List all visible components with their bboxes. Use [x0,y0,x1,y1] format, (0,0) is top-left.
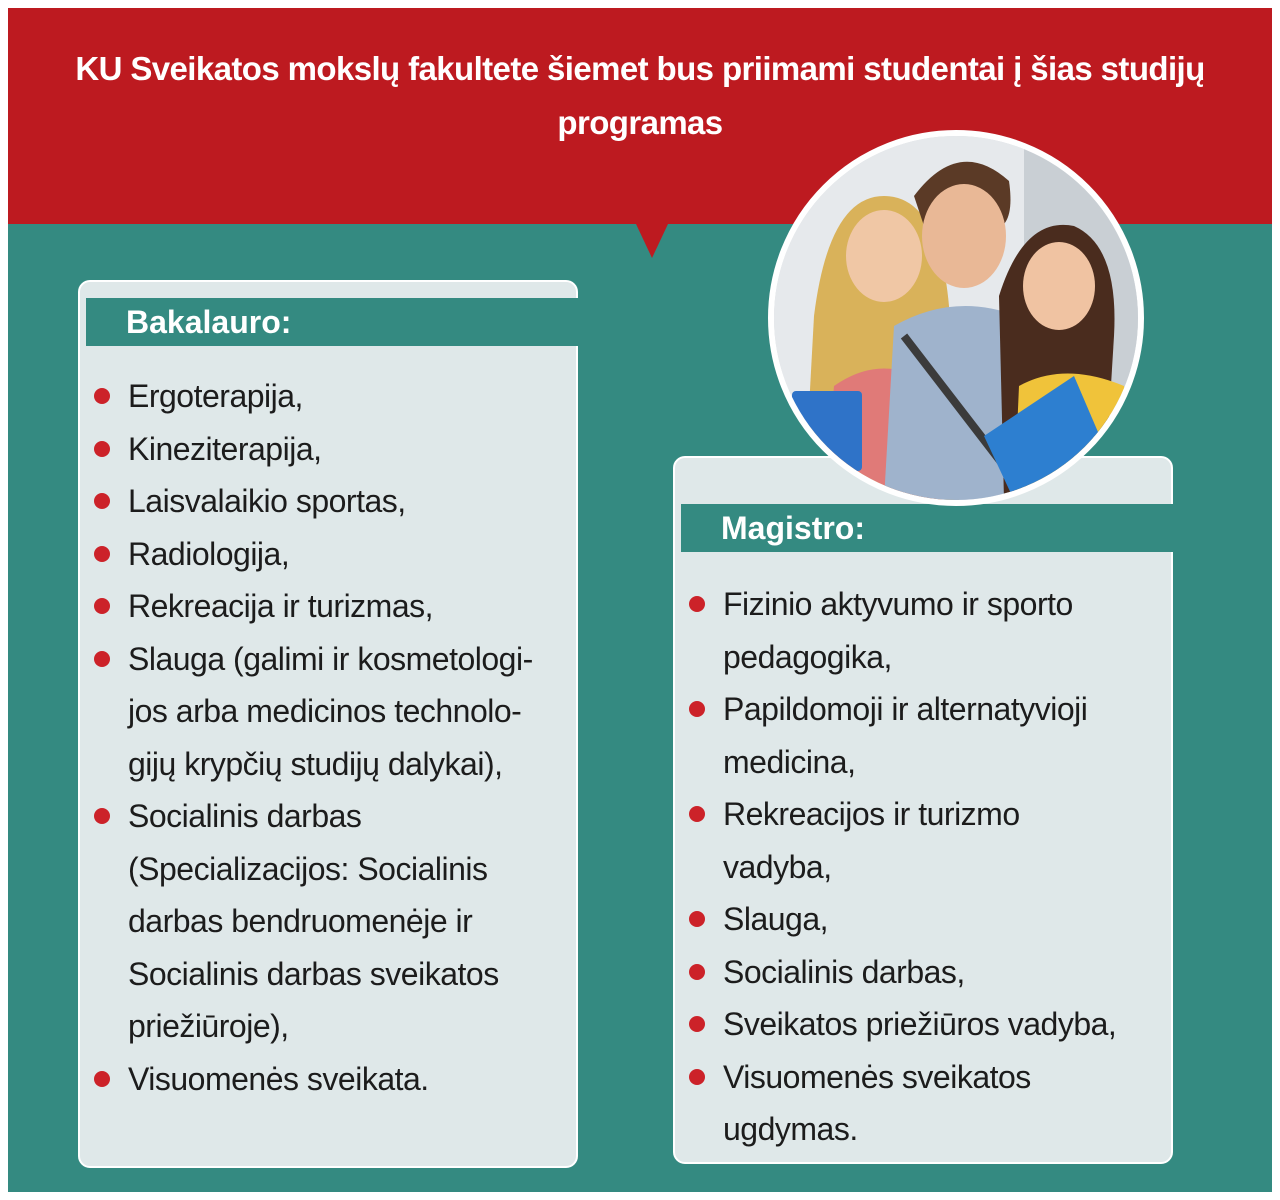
speech-pointer [636,224,668,258]
bachelor-heading: Bakalauro: [86,298,578,346]
students-photo [768,130,1144,506]
bullet-icon [94,493,110,509]
list-item-text: Visuomenės sveikatos ugdymas. [723,1058,1031,1147]
list-item [723,683,1163,788]
students-illustration [774,136,1138,500]
list-item [128,633,568,791]
bullet-icon [689,964,705,980]
list-item-text: Visuomenės sveikata. [128,1060,429,1097]
bullet-icon [689,806,705,822]
bullet-icon [94,808,110,824]
infographic [8,8,1272,1192]
list-item [723,946,1163,999]
list-item [128,1053,568,1106]
master-panel [673,456,1173,1164]
page-title: KU Sveikatos mokslų fakultete šiemet bus priimami studentai į šias studijų programas [75,50,1205,141]
list-item [723,788,1163,893]
bullet-icon [94,441,110,457]
bullet-icon [94,651,110,667]
list-item [128,790,568,1053]
bullet-icon [689,911,705,927]
list-item [128,475,568,528]
girl-right-face [1023,242,1095,330]
bullet-icon [94,598,110,614]
bullet-icon [94,388,110,404]
list-item [723,998,1163,1051]
list-item-text: Sveikatos priežiūros vadyba, [723,1006,1117,1042]
bullet-icon [689,596,705,612]
list-item-text: Fizinio aktyvumo ir sporto pedagogika, [723,586,1073,675]
list-item [128,580,568,633]
boy-face [922,184,1006,288]
list-item [723,578,1163,683]
bullet-icon [689,1069,705,1085]
list-item-text: Kineziterapija, [128,430,322,467]
list-item [128,370,568,423]
list-item [128,423,568,476]
list-item-text: Slauga (galimi ir kosmetologi- jos arba medicinos technolo- gijų krypčių studijų dalykai), [128,640,533,782]
list-item-text: Rekreacija ir turizmas, [128,588,434,624]
list-item-text: Rekreacijos ir turizmo vadyba, [723,796,1020,885]
bachelor-list [128,370,568,1105]
list-item-text: Ergoterapija, [128,378,303,414]
master-heading: Magistro: [681,504,1173,552]
list-item [723,893,1163,946]
list-item-text: Socialinis darbas, [723,953,965,990]
list-item [128,528,568,581]
list-item-text: Laisvalaikio sportas, [128,483,406,519]
list-item-text: Socialinis darbas (Specializacijos: Socialinis darbas bendruomenėje ir Socialinis darbas sveikatos priežiūroje), [128,798,499,1044]
bachelor-panel [78,280,578,1168]
list-item-text: Papildomoji ir alternatyvioji medicina, [723,691,1088,780]
bullet-icon [689,701,705,717]
list-item-text: Radiologija, [128,535,290,572]
master-list [723,578,1163,1156]
girl-left-face [846,210,922,302]
list-item [723,1051,1163,1156]
list-item-text: Slauga, [723,901,829,937]
bullet-icon [94,1071,110,1087]
bullet-icon [94,546,110,562]
bullet-icon [689,1016,705,1032]
